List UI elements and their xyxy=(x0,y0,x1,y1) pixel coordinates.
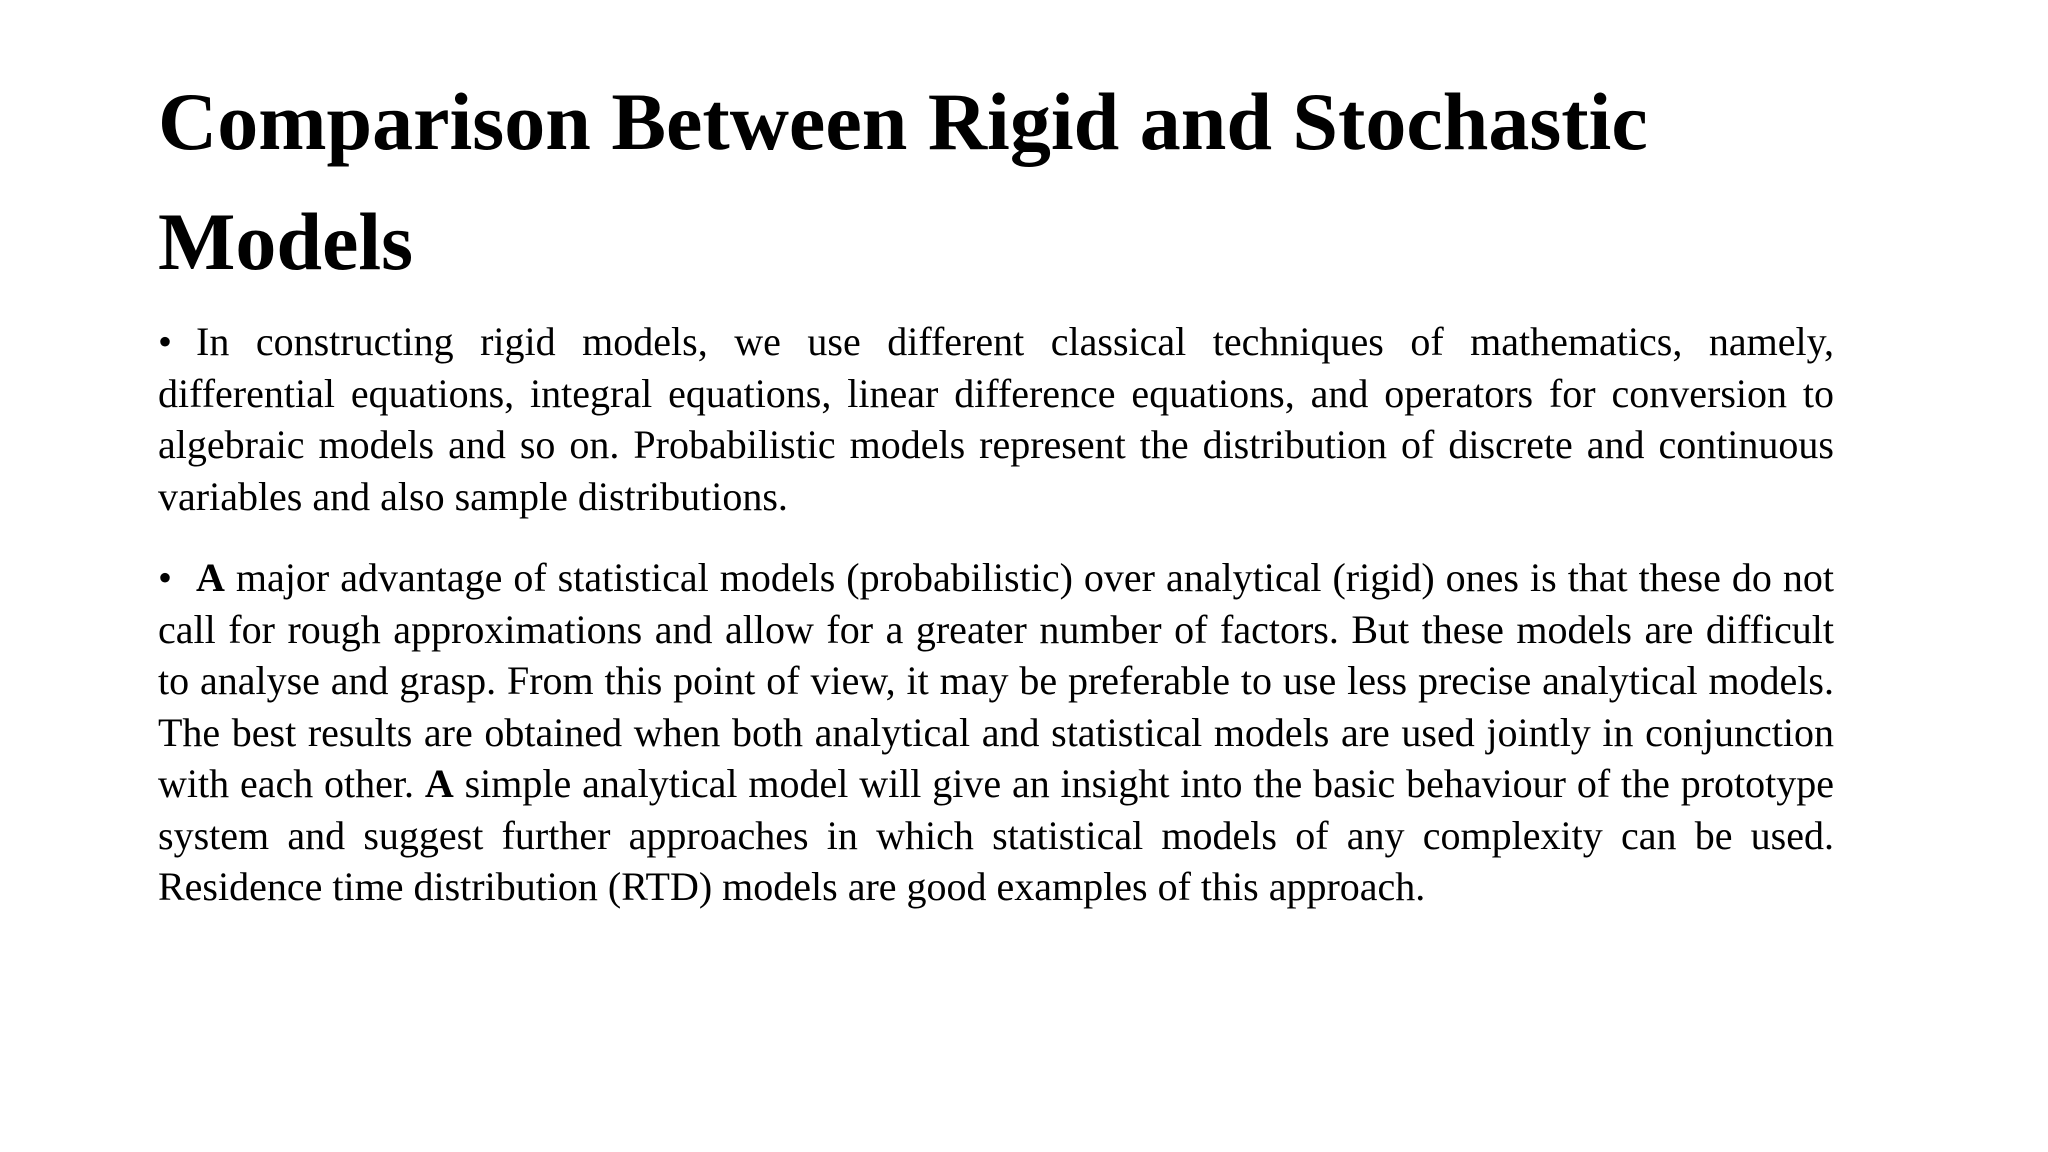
bullet-text-part-1: major advantage of statistical models (probabilistic) over analytical (rigid) ones is that these do not call for rough approximations and allow for a greater number of factors. But these models are difficult to analyse and grasp. From this point of view, it may be preferable to use less precise analytical models. The best results are obtained when both analytical and statistical models are used jointly in conjunction with each other. xyxy=(158,555,1834,806)
bullet-marker: • xyxy=(158,555,173,600)
bullet-text: In constructing rigid models, we use different classical techniques of mathematics, namely, differential equations, integral equations, linear difference equations, and operators for conversion to algebraic models and so on. Probabilistic models represent the distribution of discrete and continuous variables and also sample distributions. xyxy=(158,319,1834,519)
bullet-paragraph-1 xyxy=(158,316,1834,522)
inline-bold-letter: A xyxy=(424,761,454,806)
bullet-lead-bold: A xyxy=(196,555,225,600)
slide-body xyxy=(158,316,1834,943)
bullet-text-part-2: simple analytical model will give an insight into the basic behaviour of the prototype system and suggest further approaches in which statistical models of any complexity can be used. Residence time distribution (RTD) models are good examples of this approach. xyxy=(158,761,1834,909)
bullet-marker: • xyxy=(158,319,173,364)
bullet-paragraph-2 xyxy=(158,552,1834,913)
slide-title: Comparison Between Rigid and Stochastic Models xyxy=(158,76,1648,287)
